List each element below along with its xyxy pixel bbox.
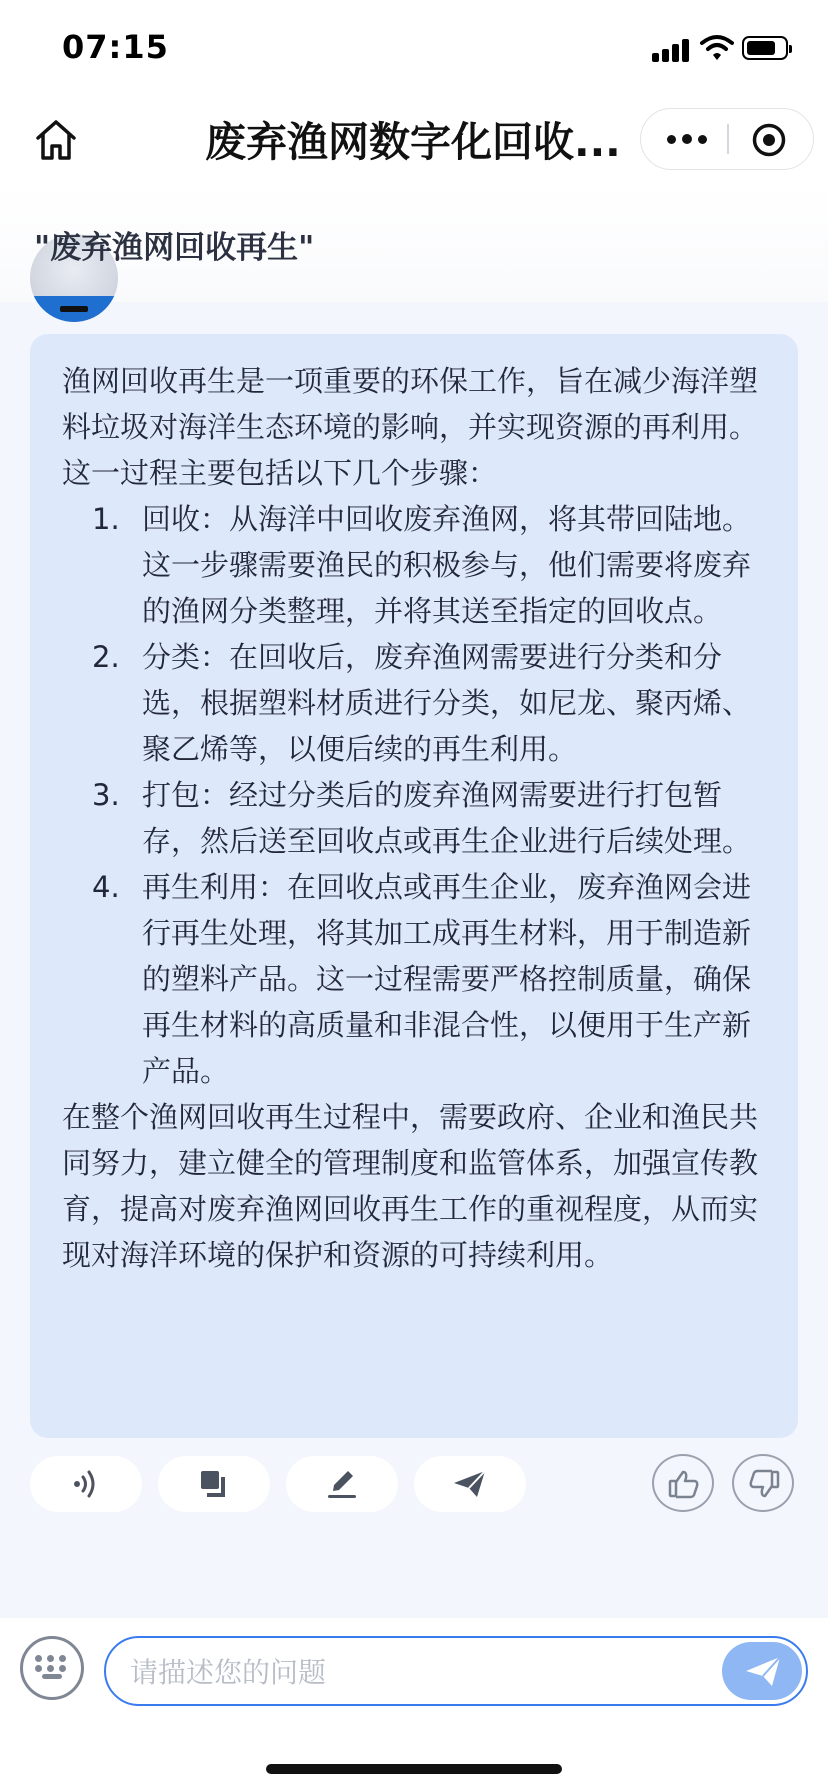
list-text: 打包：经过分类后的废弃渔网需要进行打包暂存，然后送至回收点或再生企业进行后续处理。	[142, 778, 752, 858]
copy-button[interactable]	[158, 1456, 270, 1512]
question-input[interactable]	[128, 1650, 712, 1694]
steps-list	[62, 496, 766, 1094]
speaker-icon	[68, 1468, 104, 1500]
list-item	[62, 864, 766, 1094]
list-item	[62, 634, 766, 772]
copy-icon	[196, 1468, 232, 1500]
message-conclusion: 在整个渔网回收再生过程中，需要政府、企业和渔民共同努力，建立健全的管理制度和监管体系，加强宣传教育，提高对废弃渔网回收再生工作的重视程度，从而实现对海洋环境的保护和资源的可持续利用。	[62, 1100, 759, 1272]
home-indicator	[266, 1764, 562, 1774]
capsule-divider	[727, 124, 729, 154]
more-icon[interactable]	[665, 122, 711, 156]
thumbs-down-button[interactable]	[732, 1454, 794, 1512]
thumbs-up-icon	[668, 1469, 700, 1499]
message-intro: 渔网回收再生是一项重要的环保工作，旨在减少海洋塑料垃圾对海洋生态环境的影响，并实现资源的再利用。这一过程主要包括以下几个步骤：	[62, 364, 759, 490]
list-item	[62, 772, 766, 864]
status-bar	[0, 0, 828, 100]
mini-program-capsule	[640, 108, 814, 170]
chat-input-bar	[0, 1618, 828, 1792]
share-button[interactable]	[414, 1456, 526, 1512]
share-icon	[452, 1468, 488, 1500]
battery-icon	[742, 36, 788, 60]
send-button[interactable]	[722, 1642, 802, 1700]
cellular-signal-icon	[652, 38, 690, 62]
list-item	[62, 496, 766, 634]
list-text: 回收：从海洋中回收废弃渔网，将其带回陆地。这一步骤需要渔民的积极参与，他们需要将废弃的渔网分类整理，并将其送至指定的回收点。	[142, 502, 752, 628]
send-icon	[744, 1654, 782, 1688]
list-text: 分类：在回收后，废弃渔网需要进行分类和分选，根据塑料材质进行分类，如尼龙、聚丙烯、聚乙烯等，以便后续的再生利用。	[142, 640, 752, 766]
edit-button[interactable]	[286, 1456, 398, 1512]
home-icon[interactable]	[32, 116, 80, 164]
navigation-bar	[0, 100, 828, 184]
wifi-icon	[700, 34, 734, 62]
conversation-header	[0, 184, 828, 302]
keyboard-toggle-button[interactable]	[20, 1636, 84, 1700]
thumbs-down-icon	[748, 1469, 780, 1499]
thumbs-up-button[interactable]	[652, 1454, 714, 1512]
list-number: 3.	[92, 778, 120, 812]
status-time: 07:15	[62, 28, 169, 66]
answer-message-bubble	[30, 334, 798, 1438]
page-title: 废弃渔网数字化回收...	[205, 118, 621, 166]
question-input-wrapper	[104, 1636, 808, 1706]
edit-icon	[324, 1468, 360, 1500]
list-text: 再生利用：在回收点或再生企业，废弃渔网会进行再生处理，将其加工成再生材料，用于制造新的塑料产品。这一过程需要严格控制质量，确保再生材料的高质量和非混合性，以便用于生产新产品。	[142, 870, 752, 1088]
list-number: 2.	[92, 640, 120, 674]
close-target-icon[interactable]	[751, 122, 787, 158]
message-actions	[30, 1456, 798, 1512]
read-aloud-button[interactable]	[30, 1456, 142, 1512]
list-number: 1.	[92, 502, 120, 536]
list-number: 4.	[92, 870, 120, 904]
topic-title: "废弃渔网回收再生"	[34, 230, 315, 266]
